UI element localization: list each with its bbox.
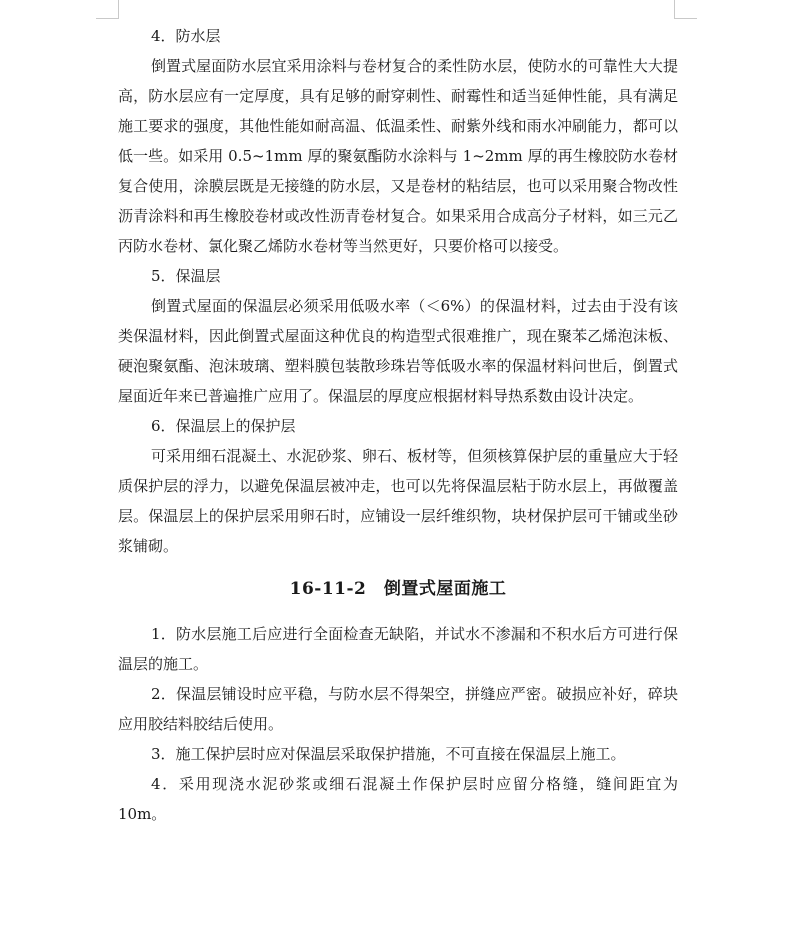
item-heading-insulation-layer: 5．保温层 [151,267,221,285]
item-heading-waterproof-layer: 4．防水层 [151,27,221,45]
section-title: 16-11-2 倒置式屋面施工 [289,579,507,599]
construction-item-2: 2．保温层铺设时应平稳，与防水层不得架空，拼缝应严密。破损应补好，碎块应用胶结料胶结后使用。 [118,685,678,733]
paragraph-insulation-layer: 倒置式屋面的保温层必须采用低吸水率（＜6%）的保温材料，过去由于没有该类保温材料，因此倒置式屋面这种优良的构造型式很难推广，现在聚苯乙烯泡沫板、硬泡聚氨酯、泡沫玻璃、塑料膜包装散珍珠岩等低吸水率的保温材料问世后，倒置式屋面近年来已普遍推广应用了。保温层的厚度应根据材料导热系数由设计决定。 [118,297,678,405]
paragraph-protective-layer: 可采用细石混凝土、水泥砂浆、卵石、板材等，但须核算保护层的重量应大于轻质保护层的浮力，以避免保温层被冲走，也可以先将保温层粘于防水层上，再做覆盖层。保温层上的保护层采用卵石时，应铺设一层纤维织物，块材保护层可干铺或坐砂浆铺砌。 [118,447,678,555]
construction-item-3: 3．施工保护层时应对保温层采取保护措施，不可直接在保温层上施工。 [151,745,626,763]
crop-mark-top-right [674,0,697,19]
construction-item-1: 1．防水层施工后应进行全面检查无缺陷，并试水不渗漏和不积水后方可进行保温层的施工。 [118,625,678,673]
crop-mark-top-left [96,0,119,19]
page-content [118,21,678,829]
construction-item-4: 4．采用现浇水泥砂浆或细石混凝土作保护层时应留分格缝，缝间距宜为 10m。 [118,775,678,823]
item-heading-protective-layer: 6．保温层上的保护层 [151,417,296,435]
paragraph-waterproof-layer: 倒置式屋面防水层宜采用涂料与卷材复合的柔性防水层，使防水的可靠性大大提高，防水层应有一定厚度，具有足够的耐穿刺性、耐霉性和适当延伸性能，具有满足施工要求的强度，其他性能如耐高温、低温柔性、耐紫外线和雨水冲刷能力，都可以低一些。如采用 0.5~1mm 厚的聚氨酯防水涂料与 1~2mm 厚的再生橡胶防水卷材复合使用，涂膜层既是无接缝的防水层，又是卷材的粘结层，也可以采用聚合物改性沥青涂料和再生橡胶卷材或改性沥青卷材复合。如果采用合成高分子材料，如三元乙丙防水卷材、氯化聚乙烯防水卷材等当然更好，只要价格可以接受。 [118,57,678,255]
